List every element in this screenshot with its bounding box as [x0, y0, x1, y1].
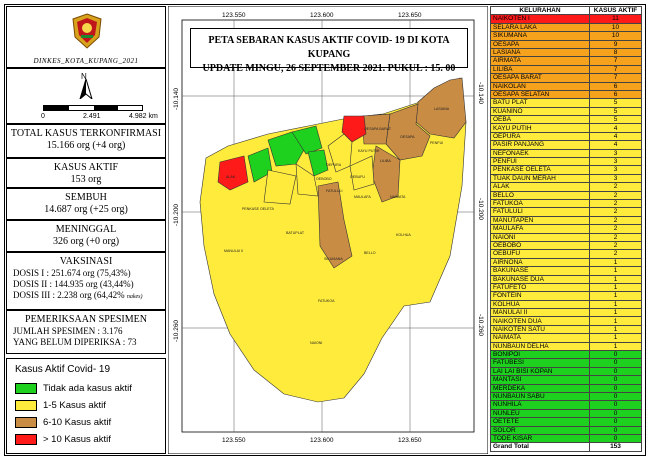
table-row — [491, 90, 642, 98]
region-label: NAIMATA — [390, 195, 406, 199]
kelurahan-name: MANULAI II — [491, 309, 590, 317]
legend-item: 1-5 Kasus aktif — [7, 397, 165, 414]
total-value: 153 — [590, 443, 642, 451]
active-cases: 0 — [590, 426, 642, 434]
stat-active — [6, 158, 166, 188]
legend-swatch — [15, 434, 37, 445]
kelurahan-name: OEPURA — [491, 132, 590, 140]
scale-labels — [33, 111, 163, 121]
stat-value: 153 org — [70, 174, 102, 185]
kelurahan-name: OETETE — [491, 418, 590, 426]
table-row — [491, 250, 642, 258]
kelurahan-name: FATULULI — [491, 208, 590, 216]
table-row — [491, 334, 642, 342]
stat-title: MENINGGAL — [55, 224, 117, 235]
lon-tick: 123.650 — [398, 437, 422, 444]
table-row — [491, 309, 642, 317]
legend-item: > 10 Kasus aktif — [7, 431, 165, 448]
logo-caption: DINKES_KOTA_KUPANG_2021 — [33, 57, 139, 65]
active-cases: 0 — [590, 409, 642, 417]
active-cases: 6 — [590, 90, 642, 98]
region-label: OEBOBO — [316, 177, 332, 181]
legend-swatch — [15, 417, 37, 428]
legend-item: 6-10 Kasus aktif — [7, 414, 165, 431]
kelurahan-name: BAKUNASE — [491, 267, 590, 275]
active-cases: 7 — [590, 57, 642, 65]
table-row — [491, 23, 642, 31]
table-total-row — [491, 443, 642, 451]
region-label: KAYU PUTIH — [358, 149, 380, 153]
region-label: OESAPA BARAT — [364, 127, 392, 131]
active-cases: 2 — [590, 225, 642, 233]
kelurahan-name: MANUTAPEN — [491, 216, 590, 224]
table-row — [491, 191, 642, 199]
kelurahan-name: PENFUI — [491, 158, 590, 166]
kelurahan-name: NEFONAEK — [491, 149, 590, 157]
table-row — [491, 351, 642, 359]
active-cases: 2 — [590, 191, 642, 199]
table-row — [491, 15, 642, 23]
specimen-row: YANG BELUM DIPERIKSA : 73 — [13, 337, 137, 347]
kelurahan-name: TUAK DAUN MERAH — [491, 174, 590, 182]
stat-title: TOTAL KASUS TERKONFIRMASI — [10, 128, 162, 139]
active-cases: 1 — [590, 309, 642, 317]
lat-tick: -10.260 — [477, 314, 484, 337]
lon-tick: 123.550 — [222, 437, 246, 444]
info-panel — [6, 6, 166, 454]
table-row — [491, 158, 642, 166]
table-header-row — [491, 7, 642, 15]
active-cases: 8 — [590, 48, 642, 56]
kelurahan-name: NUNHILA — [491, 401, 590, 409]
scale-box — [6, 68, 166, 124]
table-row — [491, 426, 642, 434]
table-row — [491, 99, 642, 107]
active-cases: 1 — [590, 300, 642, 308]
table-row — [491, 283, 642, 291]
kelurahan-name: OEBOBO — [491, 241, 590, 249]
lat-tick: -10.200 — [173, 203, 180, 226]
table-row — [491, 124, 642, 132]
kelurahan-name: NUNBAUN SABU — [491, 392, 590, 400]
table-row — [491, 392, 642, 400]
region-label: FATULULI — [326, 189, 343, 193]
kelurahan-name: BAKUNASE DUA — [491, 275, 590, 283]
active-cases: 4 — [590, 124, 642, 132]
kelurahan-name: OESAPA SELATAN — [491, 90, 590, 98]
table-row — [491, 199, 642, 207]
kelurahan-name: LAI LAI BISI KOPAN — [491, 367, 590, 375]
active-cases: 1 — [590, 334, 642, 342]
region-label: SIKUMANA — [324, 257, 343, 261]
table-header: KASUS AKTIF — [590, 7, 642, 15]
active-cases: 6 — [590, 82, 642, 90]
kelurahan-name: NUNBAUN DELHA — [491, 342, 590, 350]
kelurahan-name: SELARA LAKA — [491, 23, 590, 31]
kelurahan-name: OESAPA BARAT — [491, 74, 590, 82]
active-cases: 0 — [590, 367, 642, 375]
active-cases: 0 — [590, 351, 642, 359]
specimen-box — [6, 310, 166, 354]
active-cases: 0 — [590, 392, 642, 400]
table-row — [491, 208, 642, 216]
active-cases: 1 — [590, 267, 642, 275]
active-cases: 2 — [590, 183, 642, 191]
active-cases: 3 — [590, 166, 642, 174]
north-arrow-icon — [78, 79, 94, 99]
specimen-row: JUMLAH SPESIMEN : 3.176 — [13, 326, 123, 336]
table-row — [491, 174, 642, 182]
active-cases: 7 — [590, 65, 642, 73]
table-row — [491, 300, 642, 308]
total-label: Grand Total — [491, 443, 590, 451]
stat-deaths — [6, 220, 166, 252]
specimen-title: PEMERIKSAAN SPESIMEN — [25, 314, 147, 325]
cases-table — [490, 6, 642, 452]
table-row — [491, 401, 642, 409]
vaccination-row: DOSIS I : 251.674 org (75,43%) — [13, 268, 131, 278]
active-cases: 0 — [590, 418, 642, 426]
table-row — [491, 325, 642, 333]
active-cases: 9 — [590, 40, 642, 48]
kelurahan-name: KUANINO — [491, 107, 590, 115]
table-row — [491, 367, 642, 375]
kelurahan-name: KAYU PUTIH — [491, 124, 590, 132]
legend — [6, 358, 166, 454]
kelurahan-name: KOLHUA — [491, 300, 590, 308]
active-cases: 0 — [590, 359, 642, 367]
kelurahan-name: OEBA — [491, 116, 590, 124]
active-cases: 2 — [590, 250, 642, 258]
lat-tick: -10.260 — [173, 319, 180, 342]
active-cases: 3 — [590, 174, 642, 182]
active-cases: 0 — [590, 434, 642, 442]
region-label: NAIONI — [310, 341, 323, 345]
legend-swatch — [15, 400, 37, 411]
regional-emblem-icon — [71, 13, 103, 49]
table-row — [491, 32, 642, 40]
region-label: ALAK — [226, 175, 236, 179]
kelurahan-name: NAIKOTEN DUA — [491, 317, 590, 325]
table-row — [491, 107, 642, 115]
table-row — [491, 409, 642, 417]
map-title — [190, 28, 468, 74]
table-row — [491, 141, 642, 149]
logo-box — [6, 6, 166, 68]
kelurahan-name: NAIONI — [491, 233, 590, 241]
stat-total — [6, 124, 166, 158]
kelurahan-name: LASIANA — [491, 48, 590, 56]
table-row — [491, 166, 642, 174]
table-row — [491, 376, 642, 384]
active-cases: 1 — [590, 283, 642, 291]
table-row — [491, 82, 642, 90]
table-row — [491, 48, 642, 56]
legend-title: Kasus Aktif Covid- 19 — [15, 364, 111, 375]
active-cases: 0 — [590, 376, 642, 384]
active-cases: 3 — [590, 158, 642, 166]
kelurahan-name: LILIBA — [491, 65, 590, 73]
lat-tick: -10.200 — [477, 198, 484, 221]
kelurahan-name: FATUBESI — [491, 359, 590, 367]
lon-tick: 123.550 — [222, 12, 246, 19]
active-cases: 10 — [590, 32, 642, 40]
table-row — [491, 225, 642, 233]
lat-tick: -10.140 — [477, 82, 484, 105]
scale-label: 2.491 — [83, 113, 101, 120]
active-cases: 1 — [590, 258, 642, 266]
kelurahan-name: NAIKOLAN — [491, 82, 590, 90]
table-row — [491, 74, 642, 82]
lon-tick: 123.650 — [398, 12, 422, 19]
table-row — [491, 292, 642, 300]
kelurahan-name: BELLO — [491, 191, 590, 199]
lat-tick: -10.140 — [173, 87, 180, 110]
vaccination-row: DOSIS III : 2.238 org (64,42% nakes) — [13, 290, 143, 300]
active-cases: 1 — [590, 317, 642, 325]
region-label: OEBUFU — [350, 175, 365, 179]
region-label: OEPURA — [326, 163, 342, 167]
kelurahan-name: BONIPOI — [491, 351, 590, 359]
region-label: MAULAFA — [354, 195, 371, 199]
table-row — [491, 233, 642, 241]
active-cases: 0 — [590, 401, 642, 409]
kelurahan-name: ALAK — [491, 183, 590, 191]
table-row — [491, 216, 642, 224]
vaccination-title: VAKSINASI — [59, 256, 113, 267]
active-cases: 5 — [590, 116, 642, 124]
north-label: N — [81, 72, 87, 81]
table-row — [491, 359, 642, 367]
kelurahan-name: SOLOR — [491, 426, 590, 434]
kelurahan-name: AIRNONA — [491, 258, 590, 266]
table-row — [491, 434, 642, 442]
map-title-line: UPDATE MINGU, 26 SEPTEMBER 2021. PUKUL : 15. 00 — [202, 63, 456, 74]
kelurahan-name: NAIKOTEN I — [491, 15, 590, 23]
kelurahan-name: PENKASE OELETA — [491, 166, 590, 174]
kelurahan-name: MANTASI — [491, 376, 590, 384]
active-cases: 2 — [590, 241, 642, 249]
kelurahan-name: FATUKOA — [491, 199, 590, 207]
region-label: BATUPLAT — [286, 231, 305, 235]
kelurahan-name: MAULAFA — [491, 225, 590, 233]
active-cases: 1 — [590, 292, 642, 300]
table-row — [491, 342, 642, 350]
active-cases: 4 — [590, 132, 642, 140]
region-label: LILIBA — [380, 159, 391, 163]
stat-recovered — [6, 188, 166, 220]
region-label: PENKASE OELETA — [242, 207, 274, 211]
region-label: MANULAI II — [224, 249, 243, 253]
stat-title: KASUS AKTIF — [53, 162, 119, 173]
kelurahan-name: OESAPA — [491, 40, 590, 48]
table-row — [491, 116, 642, 124]
scale-label: 4.982 km — [129, 113, 158, 120]
active-cases: 1 — [590, 342, 642, 350]
table-row — [491, 57, 642, 65]
active-cases: 11 — [590, 15, 642, 23]
lon-tick: 123.600 — [310, 12, 334, 19]
active-cases: 2 — [590, 199, 642, 207]
active-cases: 1 — [590, 325, 642, 333]
active-cases: 2 — [590, 233, 642, 241]
legend-item: Tidak ada kasus aktif — [7, 380, 165, 397]
active-cases: 0 — [590, 384, 642, 392]
kelurahan-name: AIRMATA — [491, 57, 590, 65]
table-header: KELURAHAN — [491, 7, 590, 15]
table-row — [491, 241, 642, 249]
kelurahan-name: BATU PLAT — [491, 99, 590, 107]
table-row — [491, 384, 642, 392]
table-row — [491, 149, 642, 157]
region-label: LASIANA — [434, 107, 450, 111]
active-cases: 5 — [590, 107, 642, 115]
map-panel — [168, 6, 488, 454]
kelurahan-name: OEBUFU — [491, 250, 590, 258]
kelurahan-name: FATUFETO — [491, 283, 590, 291]
table-row — [491, 267, 642, 275]
kelurahan-name: NAIMATA — [491, 334, 590, 342]
table-row — [491, 418, 642, 426]
region-label: PENFUI — [430, 141, 444, 145]
kelurahan-name: TODE KISAR — [491, 434, 590, 442]
active-cases: 2 — [590, 216, 642, 224]
stat-value: 14.687 org (+25 org) — [44, 204, 128, 215]
active-cases: 1 — [590, 275, 642, 283]
kelurahan-name: PASIR PANJANG — [491, 141, 590, 149]
table-row — [491, 40, 642, 48]
region-label: BELLO — [364, 251, 376, 255]
kelurahan-name: NAIKOTEN SATU — [491, 325, 590, 333]
stat-value: 15.166 org (+4 org) — [46, 140, 126, 151]
kelurahan-name: MERDEKA — [491, 384, 590, 392]
active-cases: 2 — [590, 208, 642, 216]
kelurahan-name: FONTEIN — [491, 292, 590, 300]
active-cases: 5 — [590, 99, 642, 107]
table-row — [491, 275, 642, 283]
active-cases: 4 — [590, 141, 642, 149]
table-row — [491, 132, 642, 140]
region-label: KOLHUA — [396, 233, 411, 237]
table-row — [491, 258, 642, 266]
scale-label: 0 — [41, 113, 45, 120]
vaccination-box — [6, 252, 166, 310]
active-cases: 3 — [590, 149, 642, 157]
kelurahan-name: SIKUMANA — [491, 32, 590, 40]
table-row — [491, 183, 642, 191]
table-body — [491, 15, 642, 451]
kelurahan-name: NUNLEU — [491, 409, 590, 417]
stat-title: SEMBUH — [65, 192, 107, 203]
legend-swatch — [15, 383, 37, 394]
map-title-line: PETA SEBARAN KASUS AKTIF COVID- 19 DI KOTA KUPANG — [208, 35, 450, 60]
region-label: FATUKOA — [318, 299, 335, 303]
table-row — [491, 65, 642, 73]
active-cases: 7 — [590, 74, 642, 82]
stat-value: 326 org (+0 org) — [52, 236, 120, 247]
lon-tick: 123.600 — [310, 437, 334, 444]
vaccination-row: DOSIS II : 144.935 org (43,44%) — [13, 279, 134, 289]
active-cases: 10 — [590, 23, 642, 31]
region-label: OESAPA — [400, 135, 415, 139]
table-row — [491, 317, 642, 325]
